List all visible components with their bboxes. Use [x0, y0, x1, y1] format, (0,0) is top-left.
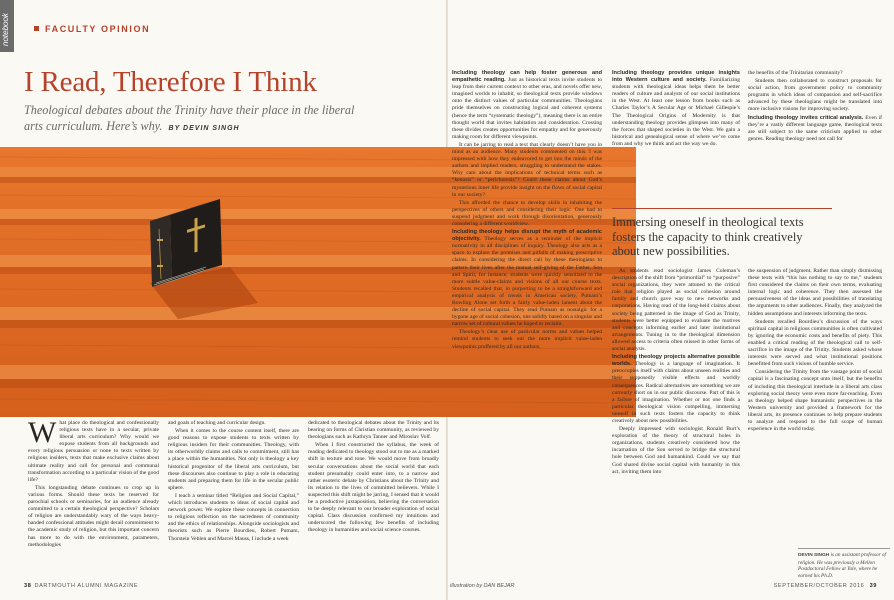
headline: I Read, Therefore I Think — [24, 66, 317, 98]
left-page-number: 38 — [24, 583, 32, 589]
dek — [24, 103, 374, 136]
paragraph: When it comes to the course content itself, there are good reasons to expose students to texts written by religious insiders for their communities. Theology, with its otherworldly claims and calls to commitment, still has a place within the humanities. Not only is theology a key historical progenitor of the liberal arts curriculum, but these discourses also continue to play a role in educating students and preparing them for life in the secular public sphere. — [168, 428, 299, 491]
paragraph-text: Even if they’re a vastly different language game, theological texts are still subject to the same criticism applied to other genres. Reading theology need not call for — [748, 114, 882, 142]
run-in-head: Including theology invites critical analysis. — [748, 114, 864, 121]
section-square-icon — [34, 26, 39, 31]
run-in-head: Including theology provides unique insights into Western culture and society. — [612, 70, 740, 84]
notebook-tab — [0, 0, 14, 52]
dek-text: Theological debates about the Trinity have their place in the liberal arts curriculum. Here’s why. — [24, 103, 355, 133]
right-page-number: 39 — [869, 583, 877, 589]
paragraph: Theology’s clear use of particular norms and values helped remind students to seek out the more implicit value-laden viewpoints proffered by all our authors. — [452, 329, 602, 350]
drop-cap: W — [28, 420, 57, 449]
paragraph: the benefits of the Trinitarian community? — [748, 70, 843, 76]
paragraph — [28, 420, 159, 484]
body-column-1 — [28, 420, 159, 582]
body-column-2 — [168, 420, 299, 582]
paragraph — [612, 70, 740, 148]
paragraph: This longstanding debate continues to crop up in various forms. Should these texts be reserved for parochial schools or seminaries, for an audience already committed to a certain theological perspective? Scholars of religion are understandably wary of the ways heavy-handed confessional attitudes might derail commitment to the academic study of religion, but this important concern has more to do with the environment, parameters, methodologies — [28, 484, 159, 548]
run-in-head: Including theology projects alternative possible worlds. — [612, 354, 740, 368]
run-in-head: Including theology helps disrupt the myth of academic objectivity. — [452, 229, 602, 243]
paragraph: Students then collaborated to construct proposals for social action, from government policy to community programs in which ideas of compassion and self-sacrifice advanced by these theologians might be translated into more inclusive visions for improving society. — [748, 78, 882, 113]
paragraph: This afforded the chance to develop skills in inhabiting the perspectives of others and considering their logic. One had to suspend judgment and work through disorientation, generously considering a different worldview. — [452, 199, 602, 227]
paragraph-text: Theology is a language of imagination. It preoccupies itself with claims about unseen realities and their supposedly visible effects and worldly consequences. Radical alternatives are something we are currently short on in our public discourse. Part of this is a failure of imagination. Whether or not one finds a particular theological vision compelling, immersing oneself in such texts fosters the capacity to think creatively about new possibilities. — [612, 361, 740, 424]
paragraph: As students read sociologist James Coleman’s description of the shift from “primordial” to “purposive” social organizations, they were attuned to the critical role that religion played as social cohesion around family and church gave way to new networks and corporations. Having read of the long-held claims about society being patterned in the image of God as Trinity, students were better equipped to evaluate the motives and concepts informing earlier and later institutional arrangements. Tuning in to the theological dimension allowed access to criteria often missed in other forms of social analysis. — [612, 268, 740, 353]
paragraph: Considering the Trinity from the vantage point of social capital is a fascinating concept unto itself, but the benefits of including this theological interlude in a liberal arts class exploring social theory were even more far-reaching. Even as theology helped shape humanistic perspectives in the Western university and provided a framework for the liberal arts, its presence continues to help prepare students to analyze and respond to the full scope of human experience in the world today. — [748, 369, 882, 433]
right-date: SEPTEMBER/OCTOBER 2016 — [773, 583, 865, 589]
body-column-6b — [748, 268, 882, 544]
section-label-text: FACULTY OPINION — [45, 24, 151, 34]
left-folio — [24, 583, 138, 589]
paragraph — [748, 115, 882, 143]
pull-quote: Immersing oneself in theological texts fosters the capacity to think creatively about new possibilities. — [612, 208, 832, 259]
paragraph-text: hat place do theological and confessionally religious texts have in a secular, private liberal arts curriculum? Why would we expose students from all backgrounds and every religious persuasion or none to texts written by religious insiders, texts that make exclusive claims about ultimate reality and call for personal and communal transformation according to a particular vision of the good life? — [28, 420, 159, 483]
paragraph-text: Just as historical texts invite students to leap from their current context to other eras, and novels offer new, imagined worlds to inhabit, so theological texts provide windows onto the distinct values of particular communities. Theologians pride themselves on constructing logical and coherent systems (hence the term “systematic theology”), meaning there is an entire thought world that invites habitation and consideration. Crossing these divides creates opportunities for empathy and for generously making room for different viewpoints. — [452, 77, 602, 140]
paragraph: When I first constructed the syllabus, the week of reading dedicated to theology stood out to me as a marked shift in texture and tone. We would move from broadly secular conversations about the social world that each student presumably could enter into, to a narrow and rather esoteric debate by Christians about the Trinity and its relation to the lives of committed believers. While I suspected this shift might be jarring, I sensed that it would be a productive juxtaposition, believing the conversation to be deeply relevant to our broader exploration of social capital. Class discussion confirmed my intuitions and underscored the following few benefits of including theology in humanities and social science courses. — [308, 442, 439, 534]
paragraph — [452, 70, 602, 141]
bio-name: DEVIN SINGH — [798, 553, 830, 558]
paragraph — [452, 229, 602, 328]
body-column-5b — [612, 268, 740, 582]
body-column-3 — [308, 420, 439, 582]
paragraph-text: Theology serves as a reminder of the implicit normativity in all disciplines of inquiry. Theology also acts as a space to explore the premises and pitfalls of making prescriptive claims. In considering the direct call by these theologians to pattern their lives after the mutual self-giving of the Father, Son and Spirit, for instance, students were quickly sensitized to the more subtle value-claims and visions of all our course texts. Students recalled that, in purporting to be a straightforward and empirical analysis of trends in American society, Putnam’s Bowling Alone set forth a fairly value-laden lament about the decline of social capital. They read Putnam as nostalgic for a bygone age of social cohesion, one solidly based on a singular and narrow set of cultural values he hoped to reclaim. — [452, 236, 602, 328]
paragraph: Students recalled Bourdieu’s discussion of the ways spiritual capital in religious communities is often cultivated by ignoring the economic costs and benefits of piety. This enabled a critical reading of the theological call to self-sacrifice in the image of the Trinity. Students asked whose interests were served and what institutional positions benefitted from such visions of humble service. — [748, 318, 882, 368]
paragraph: It can be jarring to read a text that clearly doesn’t have you in mind as an audience. Many students commented on this. I was impressed with how they endeavored to get into the minds of the authors and implied readers, struggling to understand the stakes. Why care about the implications of technical terms such as “kenosis” or “perichoresis”? Could these claims about God’s mysterious inner life provide insight on the flows of social capital in our society? — [452, 141, 602, 198]
author-bio — [798, 548, 890, 579]
byline: BY DEVIN SINGH — [168, 124, 240, 132]
paragraph: I teach a seminar titled “Religion and Social Capital,” which introduces students to ideas of social capital and network power. We explore these concepts in connection to religious reflection on the sacredness of community and the ethics of relationships. Alongside sociologists and theorists such as Pierre Bourdieu, Robert Putnam, Thorstein Veblen and Marcel Mauss, I include a week — [168, 492, 299, 542]
right-folio — [774, 583, 880, 589]
body-column-5a — [612, 70, 740, 198]
bio-text: is an assistant professor of religion. He was previously a Mellon Postdoctoral Fellow at Yale, where he earned his Ph.D. — [798, 552, 886, 579]
paragraph-text: Familiarizing students with theological ideas helps them be better readers of culture and analysts of our social institutions in the West. At least one lesson from books such as Charles Taylor’s A Secular Age or Michael Gillespie’s The Theological Origins of Modernity is that understanding theology provides glimpses into many of the forces that shaped societies in the West. We gain a historical and genealogical sense of where we’ve come from and why we think and act the way we do. — [612, 77, 740, 147]
paragraph: and goals of teaching and curricular design. — [168, 420, 266, 426]
left-publication: DARTMOUTH ALUMNI MAGAZINE — [34, 583, 139, 589]
paragraph: Deeply impressed with sociologist Ronald Burt’s exploration of the theory of structural holes in organizations, students creatively considered how the incarnation of the Son served to bridge the structural hole between God and humankind. Could we say that God shared divine social capital with humanity in this act, inviting them into — [612, 426, 740, 475]
paragraph: the suspension of judgment. Rather than simply dismissing these texts with “this has nothing to say to me,” students first considered the claims on their own terms, evaluating internal logic and coherence. They then assessed the persuasiveness of the ideas and possibilities of translating the arguments to other audiences. Finally, they analyzed the hidden assumptions and interests informing the texts. — [748, 268, 882, 317]
body-column-4 — [452, 70, 602, 580]
run-in-head: Including theology can help foster generous and empathetic reading. — [452, 70, 602, 84]
paragraph — [612, 354, 740, 425]
paragraph: dedicated to theological debates about the Trinity and its bearing on forms of Christian community, as reviewed by theologians such as Kathryn Tanner and Miroslav Volf. — [308, 420, 439, 441]
illustration-credit: illustration by DAN BEJAR — [450, 583, 515, 589]
notebook-tab-label: notebook — [1, 13, 10, 46]
body-column-6a — [748, 70, 882, 198]
section-label — [34, 24, 150, 34]
